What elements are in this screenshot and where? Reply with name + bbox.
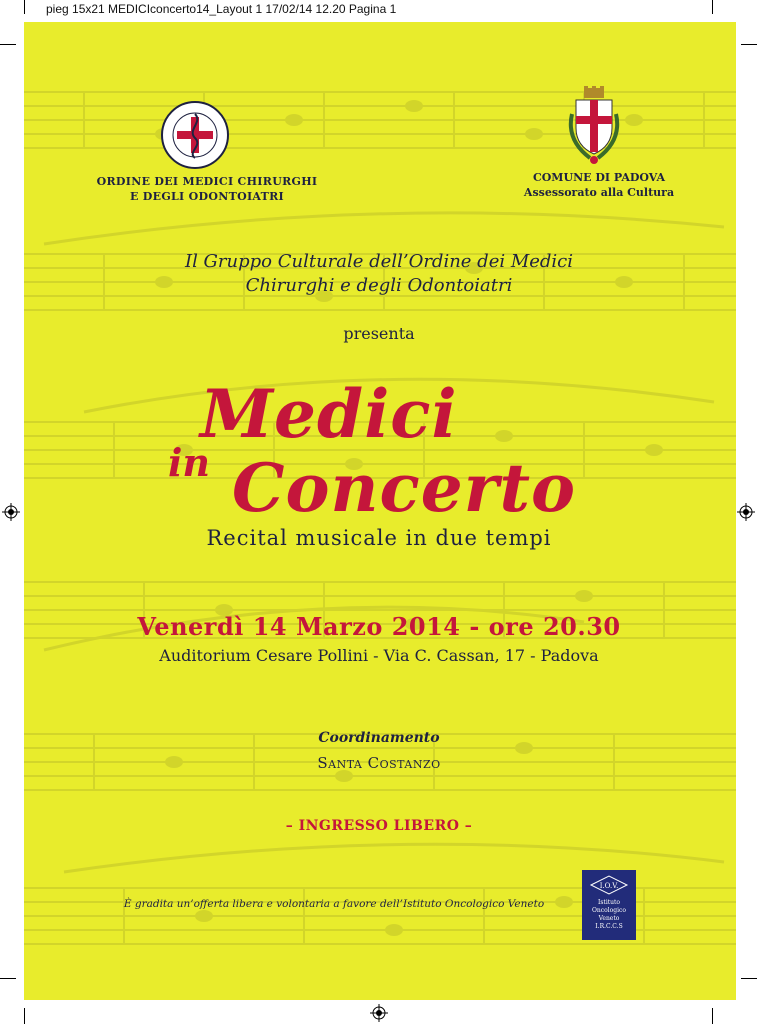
coordination-label: Coordinamento: [318, 730, 440, 746]
crop-mark: [712, 1008, 713, 1024]
print-slug-line: pieg 15x21 MEDICIconcerto14_Layout 1 17/02/14 12.20 Pagina 1: [46, 2, 397, 16]
crop-mark: [24, 1008, 25, 1024]
crop-mark: [712, 0, 713, 14]
title-in: in: [168, 440, 211, 485]
iov-abbr: I.O.V.: [599, 882, 619, 890]
registration-mark-icon: [2, 503, 20, 521]
comune-department: Assessorato alla Cultura: [523, 186, 675, 199]
poster: [24, 22, 736, 1000]
admission-free: – INGRESSO LIBERO –: [285, 818, 473, 834]
iov-emblem-icon: [589, 874, 629, 896]
intro-line2: Chirurghi e degli Odontoiatri: [245, 275, 513, 296]
comune-name: [494, 170, 704, 200]
iov-logo-icon: [582, 870, 636, 940]
presenta-text: presenta: [343, 324, 415, 343]
registration-mark-icon: [737, 503, 755, 521]
event-venue: Auditorium Cesare Pollini - Via C. Cassan, 17 - Padova: [159, 646, 599, 665]
ordine-name: [62, 174, 352, 204]
padova-coat-of-arms-icon: [562, 84, 626, 168]
event-date: Venerdì 14 Marzo 2014 - ore 20.30: [137, 612, 621, 641]
title-medici: Medici: [200, 375, 458, 453]
comune-name-line: COMUNE DI PADOVA: [532, 171, 666, 184]
medical-order-seal-icon: [160, 100, 230, 170]
ordine-name-line2: E DEGLI ODONTOIATRI: [129, 190, 285, 203]
intro-line1: Il Gruppo Culturale dell’Ordine dei Medici: [184, 251, 574, 272]
crop-mark: [24, 0, 25, 14]
title-concerto: Concerto: [232, 449, 576, 527]
crop-mark: [741, 44, 757, 45]
crop-mark: [0, 978, 16, 979]
subtitle: Recital musicale in due tempi: [206, 526, 552, 550]
coordination-name: Santa Costanzo: [317, 754, 441, 772]
iov-logo-text: Istituto Oncologico Veneto I.R.C.C.S: [591, 899, 627, 930]
intro-text: [104, 250, 654, 298]
ordine-name-line1: ORDINE DEI MEDICI CHIRURGHI: [96, 175, 318, 188]
registration-mark-icon: [370, 1004, 388, 1022]
crop-mark: [0, 44, 16, 45]
crop-mark: [741, 978, 757, 979]
offer-note: È gradita un’offerta libera e volontaria a favore dell’Istituto Oncologico Veneto: [123, 898, 545, 910]
